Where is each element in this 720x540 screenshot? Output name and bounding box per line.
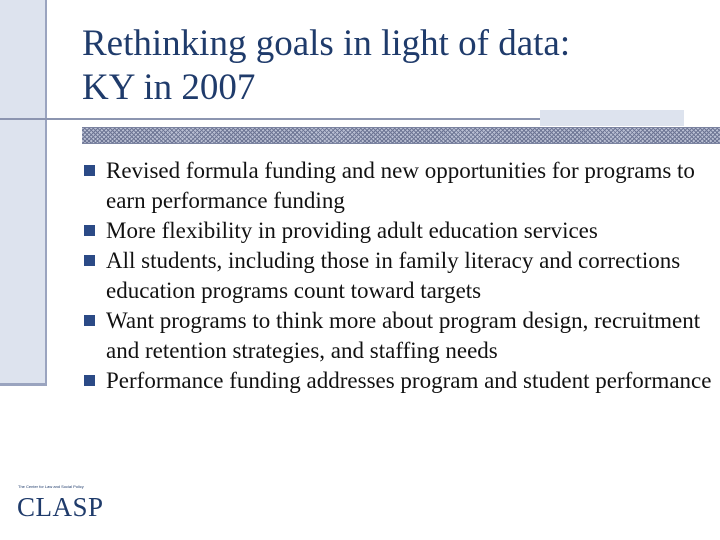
bullet-text: Revised formula funding and new opportunities for programs to earn performance funding <box>106 158 695 213</box>
bullet-text: Performance funding addresses program and student performance <box>106 368 712 393</box>
bullet-text: Want programs to think more about program design, recruitment and retention strategies, and staffing needs <box>106 308 701 363</box>
left-accent-bar <box>0 0 47 383</box>
clasp-logo: CLASP <box>17 492 104 522</box>
patterned-divider-band <box>82 127 720 144</box>
list-item <box>82 246 712 306</box>
bullet-text: More flexibility in providing adult education services <box>106 218 598 243</box>
slide-title-line-2: KY in 2007 <box>82 67 256 108</box>
title-divider-line <box>0 118 540 120</box>
list-item <box>82 306 712 366</box>
left-accent-bar-edge <box>0 383 47 386</box>
list-item <box>82 366 712 396</box>
list-item <box>82 216 712 246</box>
square-bullet-icon <box>84 255 95 266</box>
square-bullet-icon <box>84 165 95 176</box>
list-item <box>82 156 712 216</box>
square-bullet-icon <box>84 375 95 386</box>
logo-tagline: The Center for Law and Social Policy <box>18 484 84 489</box>
accent-box <box>540 110 684 126</box>
slide-title-line-1: Rethinking goals in light of data: <box>82 23 571 64</box>
square-bullet-icon <box>84 315 95 326</box>
bullet-text: All students, including those in family literacy and corrections education programs count toward targets <box>106 248 681 303</box>
square-bullet-icon <box>84 225 95 236</box>
slide-title <box>82 22 702 110</box>
bullet-list <box>82 156 712 396</box>
